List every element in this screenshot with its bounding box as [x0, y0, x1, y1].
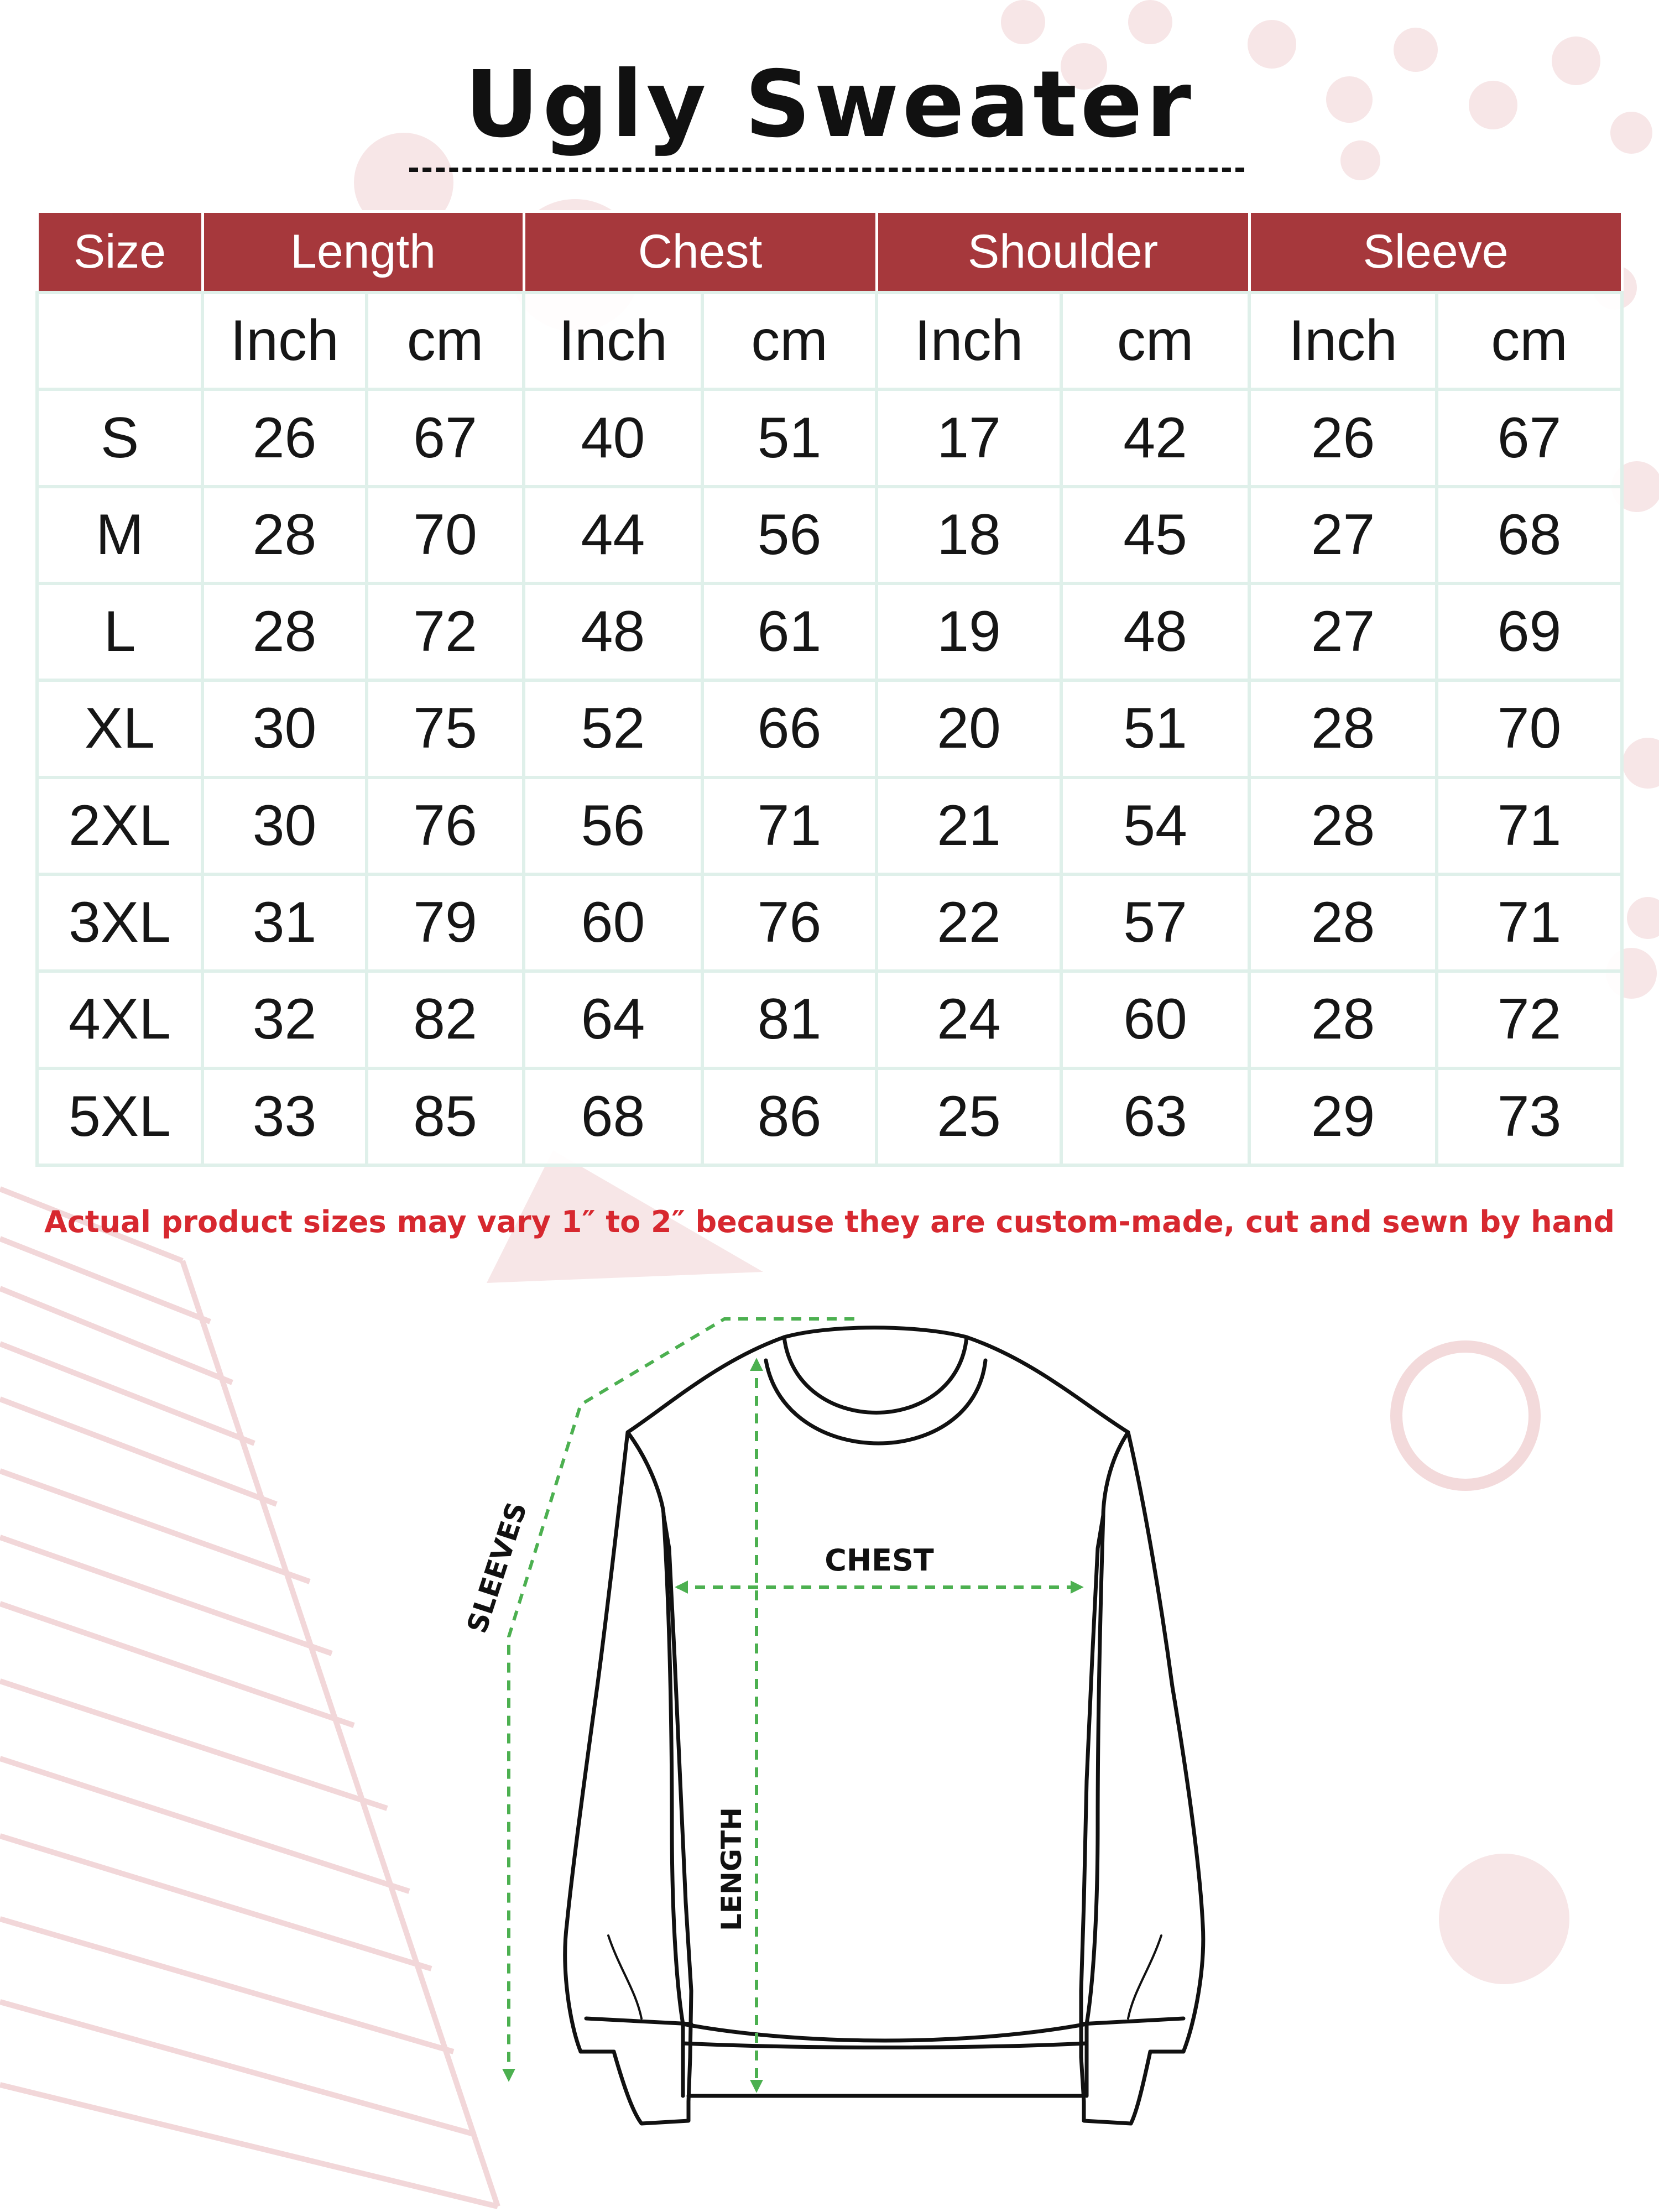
value-cell: 44: [524, 487, 702, 583]
value-cell: 17: [877, 389, 1061, 486]
value-cell: 71: [1437, 778, 1622, 874]
header-chest: Chest: [524, 212, 877, 293]
unit-cell: Inch: [524, 293, 702, 389]
size-cell: 4XL: [37, 971, 202, 1068]
value-cell: 30: [202, 778, 367, 874]
value-cell: 31: [202, 874, 367, 971]
value-cell: 67: [367, 389, 524, 486]
value-cell: 85: [367, 1068, 524, 1165]
unit-cell: cm: [1061, 293, 1249, 389]
value-cell: 61: [702, 583, 877, 680]
sleeves-label: SLEEVES: [461, 1498, 534, 1637]
value-cell: 63: [1061, 1068, 1249, 1165]
value-cell: 45: [1061, 487, 1249, 583]
size-cell: M: [37, 487, 202, 583]
value-cell: 32: [202, 971, 367, 1068]
size-variance-note: Actual product sizes may vary 1″ to 2″ because they are custom-made, cut and sewn by hand: [44, 1204, 1615, 1239]
value-cell: 28: [1249, 874, 1437, 971]
size-cell: L: [37, 583, 202, 680]
value-cell: 22: [877, 874, 1061, 971]
value-cell: 28: [202, 487, 367, 583]
value-cell: 57: [1061, 874, 1249, 971]
value-cell: 42: [1061, 389, 1249, 486]
value-cell: 56: [524, 778, 702, 874]
value-cell: 60: [524, 874, 702, 971]
value-cell: 56: [702, 487, 877, 583]
value-cell: 27: [1249, 583, 1437, 680]
value-cell: 27: [1249, 487, 1437, 583]
unit-cell: cm: [702, 293, 877, 389]
value-cell: 48: [1061, 583, 1249, 680]
unit-cell: cm: [1437, 293, 1622, 389]
unit-cell: Inch: [1249, 293, 1437, 389]
unit-cell: Inch: [877, 293, 1061, 389]
value-cell: 33: [202, 1068, 367, 1165]
value-cell: 70: [367, 487, 524, 583]
value-cell: 82: [367, 971, 524, 1068]
header-size: Size: [37, 212, 202, 293]
value-cell: 48: [524, 583, 702, 680]
size-cell: XL: [37, 680, 202, 777]
header-shoulder: Shoulder: [877, 212, 1249, 293]
value-cell: 52: [524, 680, 702, 777]
value-cell: 26: [202, 389, 367, 486]
value-cell: 18: [877, 487, 1061, 583]
page-title: Ugly Sweater: [465, 51, 1194, 158]
value-cell: 71: [702, 778, 877, 874]
value-cell: 21: [877, 778, 1061, 874]
size-cell: 5XL: [37, 1068, 202, 1165]
sleeves-arrow: [509, 1319, 854, 2079]
sweater-outline: [565, 1328, 1203, 2124]
value-cell: 76: [367, 778, 524, 874]
header-sleeve: Sleeve: [1249, 212, 1622, 293]
value-cell: 68: [1437, 487, 1622, 583]
value-cell: 28: [1249, 680, 1437, 777]
unit-cell: cm: [367, 293, 524, 389]
value-cell: 51: [702, 389, 877, 486]
value-cell: 66: [702, 680, 877, 777]
value-cell: 26: [1249, 389, 1437, 486]
value-cell: 24: [877, 971, 1061, 1068]
value-cell: 86: [702, 1068, 877, 1165]
value-cell: 28: [1249, 971, 1437, 1068]
value-cell: 79: [367, 874, 524, 971]
value-cell: 28: [1249, 778, 1437, 874]
value-cell: 73: [1437, 1068, 1622, 1165]
value-cell: 76: [702, 874, 877, 971]
value-cell: 29: [1249, 1068, 1437, 1165]
value-cell: 64: [524, 971, 702, 1068]
value-cell: 25: [877, 1068, 1061, 1165]
value-cell: 70: [1437, 680, 1622, 777]
value-cell: 19: [877, 583, 1061, 680]
value-cell: 75: [367, 680, 524, 777]
value-cell: 51: [1061, 680, 1249, 777]
length-label: LENGTH: [716, 1807, 748, 1931]
unit-cell: Inch: [202, 293, 367, 389]
value-cell: 67: [1437, 389, 1622, 486]
size-cell: 3XL: [37, 874, 202, 971]
value-cell: 20: [877, 680, 1061, 777]
value-cell: 71: [1437, 874, 1622, 971]
size-cell: S: [37, 389, 202, 486]
value-cell: 72: [1437, 971, 1622, 1068]
value-cell: 28: [202, 583, 367, 680]
chest-label: CHEST: [825, 1543, 934, 1578]
value-cell: 30: [202, 680, 367, 777]
value-cell: 81: [702, 971, 877, 1068]
value-cell: 54: [1061, 778, 1249, 874]
value-cell: 68: [524, 1068, 702, 1165]
value-cell: 40: [524, 389, 702, 486]
value-cell: 72: [367, 583, 524, 680]
value-cell: 69: [1437, 583, 1622, 680]
size-cell: 2XL: [37, 778, 202, 874]
value-cell: 60: [1061, 971, 1249, 1068]
header-length: Length: [202, 212, 524, 293]
